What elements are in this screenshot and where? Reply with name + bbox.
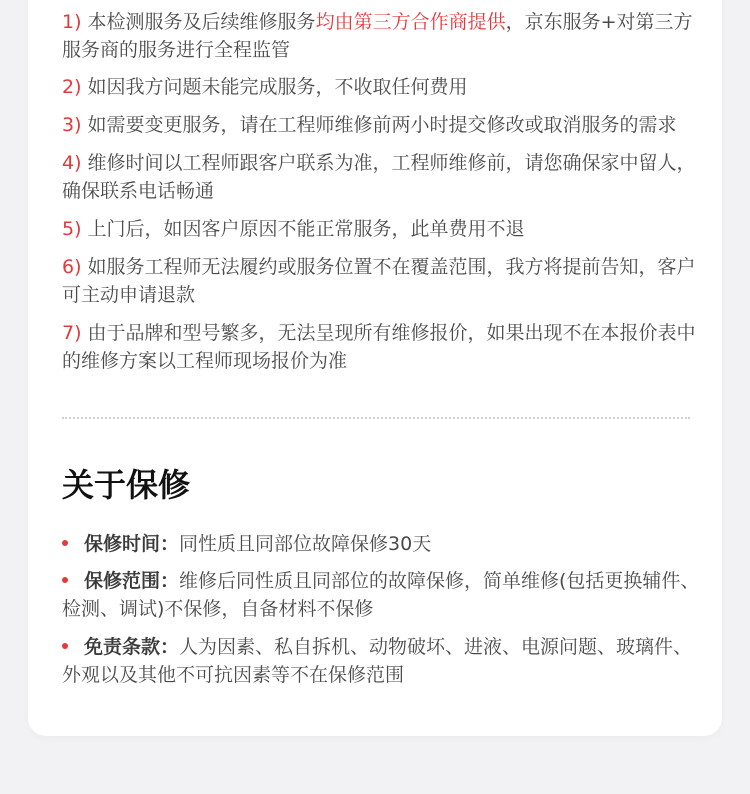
rule-item-2	[62, 73, 702, 101]
warranty-title: 关于保修	[62, 466, 191, 504]
rule-text: 本检测服务及后续维修服务	[81, 11, 316, 33]
rule-item-3	[62, 111, 702, 139]
rule-item-5	[62, 215, 702, 243]
rule-text: 如需要变更服务，请在工程师维修前两小时提交修改或取消服务的需求	[81, 114, 677, 136]
rule-number: 3)	[62, 114, 82, 136]
dotted-divider	[62, 417, 690, 419]
rule-item-6	[62, 253, 702, 309]
warranty-label: 保修时间：	[84, 533, 180, 555]
warranty-text: 维修后同性质且同部位的故障保修，简单维修(包括更换辅件、检测、调试)不保修，自备材料不保修	[62, 570, 700, 620]
rule-text: 如服务工程师无法履约或服务位置不在覆盖范围，我方将提前告知，客户可主动申请退款	[62, 256, 696, 306]
rule-number: 1)	[62, 11, 82, 33]
rule-text: ，京东服务+对第三方服务商的服务进行全程监管	[62, 11, 693, 61]
rule-text: 上门后，如因客户原因不能正常服务，此单费用不退	[81, 218, 525, 240]
rule-number: 7)	[62, 322, 82, 344]
rule-text: 如因我方问题未能完成服务，不收取任何费用	[81, 76, 468, 98]
warranty-label: 保修范围：	[84, 570, 180, 592]
rule-number: 2)	[62, 76, 82, 98]
rule-number: 4)	[62, 152, 82, 174]
rule-text: 由于品牌和型号繁多，无法呈现所有维修报价，如果出现不在本报价表中的维修方案以工程师现场报价为准	[62, 322, 696, 372]
rule-highlight: 均由第三方合作商提供	[315, 11, 506, 33]
warranty-item-time	[62, 530, 702, 558]
warranty-item-scope	[62, 567, 702, 623]
bullet-dot-icon	[62, 540, 68, 546]
bullet-dot-icon	[62, 643, 68, 649]
rule-item-4	[62, 149, 702, 205]
warranty-item-disclaimer	[62, 633, 702, 689]
rule-item-1	[62, 8, 702, 64]
rule-item-7	[62, 319, 702, 375]
warranty-label: 免责条款：	[84, 636, 180, 658]
bullet-dot-icon	[62, 577, 68, 583]
rule-number: 6)	[62, 256, 82, 278]
rule-number: 5)	[62, 218, 82, 240]
rule-text: 维修时间以工程师跟客户联系为准，工程师维修前，请您确保家中留人，确保联系电话畅通	[62, 152, 696, 202]
warranty-text: 人为因素、私自拆机、动物破坏、进液、电源问题、玻璃件、外观以及其他不可抗因素等不在保修范围	[62, 636, 693, 686]
warranty-text: 同性质且同部位故障保修30天	[179, 533, 432, 555]
